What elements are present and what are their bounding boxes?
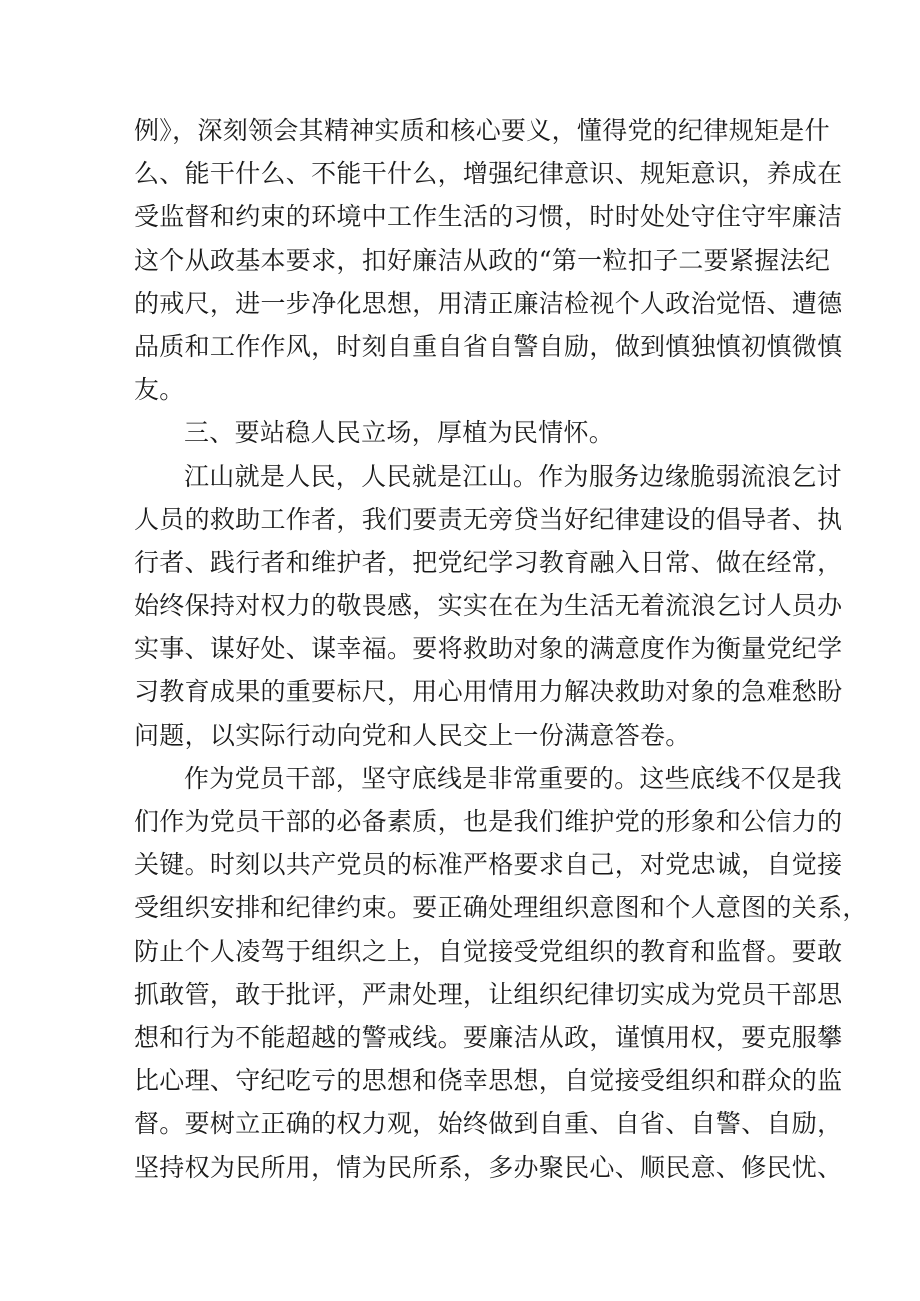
- text-line: 受监督和约束的环境中工作生活的习惯，时时处处守住守牢廉洁: [134, 202, 843, 232]
- text-line: 么、能干什么、不能干什么，增强纪律意识、规矩意识，养成在: [134, 159, 843, 189]
- text-line: 抓敢管，敢于批评，严肃处理，让组织纪律切实成为党员干部思: [134, 979, 843, 1009]
- text-line: 的戒尺，进一步净化思想，用清正廉洁检视个人政治觉悟、遭德: [134, 288, 843, 318]
- text-line: 受组织安排和纪律约束。要正确处理组织意图和个人意图的关系，: [134, 893, 868, 923]
- text-line: 问题，以实际行动向党和人民交上一份满意答卷。: [134, 720, 691, 750]
- text-line: 督。要树立正确的权力观，始终做到自重、自省、自警、自励，: [134, 1109, 843, 1139]
- text-line: 例》，深刻领会其精神实质和核心要义，懂得党的纪律规矩是什: [134, 116, 830, 145]
- text-line: 关键。时刻以共产党员的标准严格要求自己，对党忠诚，自觉接: [134, 850, 843, 880]
- text-line: 坚持权为民所用，情为民所系，多办聚民心、顺民意、修民忧、: [134, 1152, 843, 1182]
- text-line: 们作为党员干部的必备素质，也是我们维护党的形象和公信力的: [134, 807, 843, 836]
- text-line: 作为党员干部，坚守底线是非常重要的。这些底线不仅是我: [184, 763, 842, 793]
- document-body: [134, 109, 868, 1189]
- text-line: 品质和工作作风，时刻自重自省自警自励，做到慎独慎初慎微慎: [134, 331, 843, 361]
- text-line: 始终保持对权力的敬畏感，实实在在为生活无着流浪乞讨人员办: [134, 591, 843, 621]
- text-line: 三、要站稳人民立场，厚植为民情怀。: [184, 418, 615, 448]
- text-line: 比心理、守纪吃亏的思想和侥幸思想，自觉接受组织和群众的监: [134, 1066, 843, 1096]
- text-line: 习教育成果的重要标尺，用心用情用力解决救助对象的急难愁盼: [134, 677, 843, 707]
- text-line: 想和行为不能超越的警戒线。要廉洁从政，谨慎用权，要克服攀: [134, 1022, 843, 1052]
- text-line: 人员的救助工作者，我们要责无旁贷当好纪律建设的倡导者、执: [134, 504, 843, 534]
- text-line: 这个从政基本要求，扣好廉洁从政的“第一粒扣子二要紧握法纪: [134, 245, 831, 275]
- text-line: 实事、谋好处、谋幸福。要将救助对象的满意度作为衡量党纪学: [134, 634, 843, 664]
- text-line: 行者、践行者和维护者，把党纪学习教育融入日常、做在经常，: [134, 547, 843, 577]
- text-line: 友。: [134, 375, 185, 405]
- text-line: 江山就是人民，人民就是江山。作为服务边缘脆弱流浪乞讨: [184, 461, 842, 491]
- text-line: 防止个人凌驾于组织之上，自觉接受党组织的教育和监督。要敢: [134, 936, 843, 966]
